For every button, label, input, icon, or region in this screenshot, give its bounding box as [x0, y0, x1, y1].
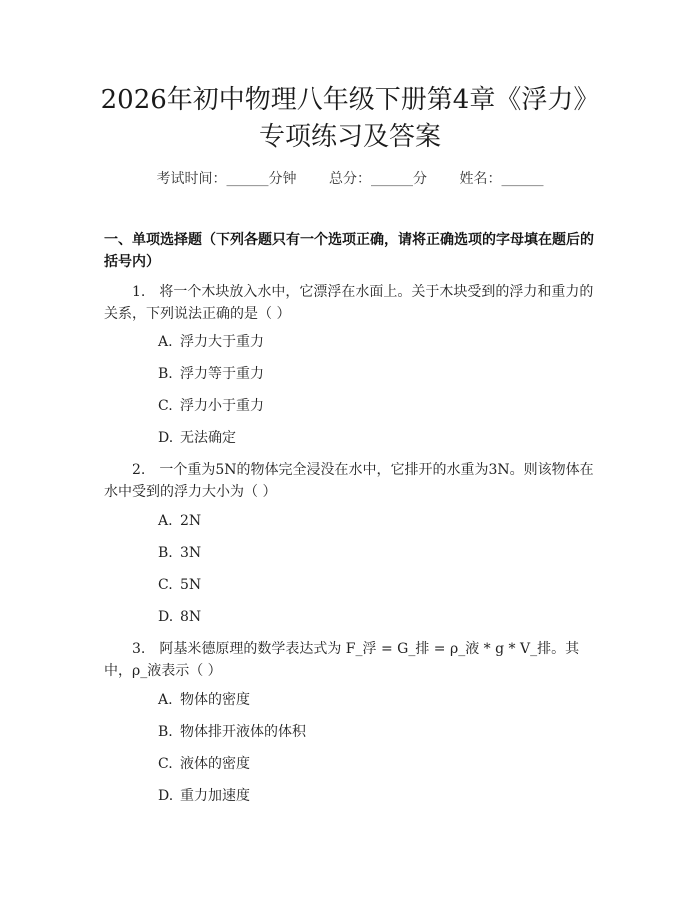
q3-option-c [158, 754, 250, 774]
option-letter: C. [158, 756, 173, 772]
exam-info [0, 168, 700, 188]
q1-option-d [158, 428, 236, 448]
option-text: 无法确定 [180, 430, 236, 446]
exam-score: 总分：______分 [329, 171, 427, 187]
q2-option-b [158, 543, 201, 563]
option-letter: A. [158, 513, 173, 529]
q3-option-b [158, 722, 306, 742]
option-text: 浮力等于重力 [180, 366, 264, 382]
option-text: 浮力小于重力 [180, 398, 264, 414]
option-letter: D. [158, 609, 174, 625]
section-heading: 一、单项选择题（下列各题只有一个选项正确，请将正确选项的字母填在题后的括号内） [104, 232, 594, 270]
q1-option-a [158, 332, 264, 352]
option-text: 重力加速度 [180, 788, 250, 804]
q2-option-d [158, 607, 201, 627]
q3-option-d [158, 786, 250, 806]
option-text: 浮力大于重力 [180, 334, 264, 350]
option-text: 物体的密度 [180, 692, 250, 708]
option-letter: B. [158, 724, 173, 740]
question-2: 2. 一个重为5N的物体完全浸没在水中，它排开的水重为3N。则该物体在水中受到的浮力大小为（ ） [104, 462, 594, 500]
q3-option-a [158, 690, 250, 710]
option-text: 物体排开液体的体积 [180, 724, 306, 740]
option-letter: C. [158, 398, 173, 414]
option-letter: C. [158, 577, 173, 593]
option-text: 2N [180, 513, 202, 529]
q2-option-c [158, 575, 201, 595]
option-text: 8N [180, 609, 202, 625]
option-letter: A. [158, 334, 173, 350]
option-text: 3N [180, 545, 202, 561]
option-text: 液体的密度 [180, 756, 250, 772]
exam-name: 姓名：______ [459, 171, 544, 187]
question-1: 1. 将一个木块放入水中，它漂浮在水面上。关于木块受到的浮力和重力的关系，下列说法正确的是（ ） [104, 284, 594, 322]
option-letter: B. [158, 366, 173, 382]
q1-option-c [158, 396, 264, 416]
question-3: 3. 阿基米德原理的数学表达式为 F_浮 = G_排 = ρ_液 * g * V_排。其中，ρ_液表示（ ） [104, 641, 580, 679]
page-title-line1: 2026年初中物理八年级下册第4章《浮力》 [100, 85, 600, 115]
option-letter: A. [158, 692, 173, 708]
page-title-line2: 专项练习及答案 [258, 122, 441, 152]
q1-option-b [158, 364, 264, 384]
option-letter: D. [158, 430, 174, 446]
option-letter: D. [158, 788, 174, 804]
option-text: 5N [180, 577, 202, 593]
exam-time: 考试时间：______分钟 [156, 171, 297, 187]
option-letter: B. [158, 545, 173, 561]
q2-option-a [158, 511, 201, 531]
